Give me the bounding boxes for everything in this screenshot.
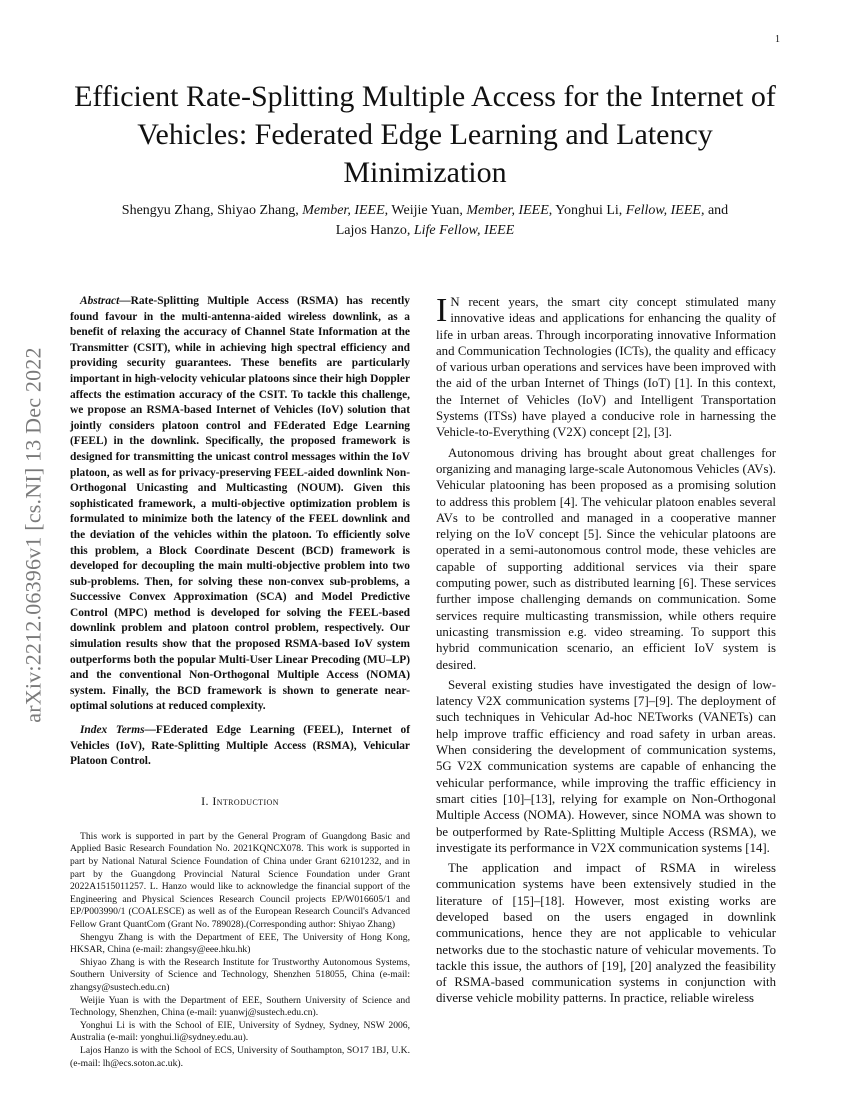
author-role: Member, IEEE <box>466 203 549 218</box>
right-column <box>436 294 776 1011</box>
intro-paragraph <box>436 294 776 441</box>
drop-cap: I <box>436 292 448 329</box>
index-terms: Index Terms—FEderated Edge Learning (FEEL), Internet of Vehicles (IoV), Rate-Splitting Multiple Access (RSMA), Vehicular Platoon Control. <box>70 724 411 768</box>
footnote: Shiyao Zhang is with the Research Institute for Trustworthy Autonomous Systems, Southern University of Science and Technology, Shenzhen 518055, China (e-mail: zhangsy@sustech.edu.cn) <box>70 956 410 993</box>
section-title: Introduction <box>212 793 279 808</box>
author-list: Shengyu Zhang, Shiyao Zhang, Member, IEEE, Weijie Yuan, Member, IEEE, Yonghui Li, Fellow, IEEE, and Lajos Hanzo, Life Fellow, IEEE <box>121 203 729 238</box>
author-name: Shiyao Zhang <box>217 203 296 218</box>
author-name: Weijie Yuan <box>391 203 460 218</box>
author-name: Shengyu Zhang <box>121 203 211 218</box>
abstract: Abstract—Rate-Splitting Multiple Access (RSMA) has recently found favour in the multi-antenna-aided wireless downlink, as a benefit of relaxing the accuracy of Channel State Information at the Transmitter (CSIT), while in achieving high spectral efficiency and providing security guarantees. These benefits are particularly important in high-velocity vehicular platoons since their high Doppler affects the estimation accuracy of the CSIT. To tackle this challenge, we propose an RSMA-based Internet of Vehicles (IoV) solution that jointly considers platoon control and FEderated Edge Learning (FEEL) in the downlink. Specifically, the proposed framework is designed for transmitting the unicast control messages within the IoV platoon, as well as for privacy-preserving FEEL-aided downlink Non-Orthogonal Unicasting and Multicasting (NOUM). Given this sophisticated framework, a multi-objective optimization problem is formulated to minimize both the latency of the FEEL downlink and the deviation of the vehicles within the platoon. To efficiently solve this problem, a Block Coordinate Descent (BCD) framework is developed for decoupling the main multi-objective problem into two sub-problems. Then, for solving these non-convex sub-problems, a Successive Convex Approximation (SCA) and Model Predictive Control (MPC) method is developed for solving the FEEL-based downlink problem and platoon control problem, respectively. Our simulation results show that the proposed RSMA-based IoV system outperforms both the popular Multi-User Linear Precoding (MU–LP) and the conventional Non-Orthogonal Multiple Access (NOMA) system. Finally, the BCD framework is shown to generate near-optimal solutions at reduced complexity. <box>70 295 410 713</box>
index-terms-text: FEderated Edge Learning (FEEL), Internet of Vehicles (IoV), Rate-Splitting Multiple Access (RSMA), Vehicular Platoon Control. <box>70 724 411 768</box>
page-number: 1 <box>775 34 780 45</box>
author-name: Yonghui Li <box>555 203 619 218</box>
footnote: Lajos Hanzo is with the School of ECS, University of Southampton, SO17 1BJ, U.K. (e-mail: lh@ecs.soton.ac.uk). <box>70 1044 410 1069</box>
section-heading <box>70 794 410 809</box>
index-terms-label: Index Terms <box>80 724 145 737</box>
section-number: I. <box>201 793 209 808</box>
intro-paragraph: The application and impact of RSMA in wireless communication systems have been extensively studied in the literature of [15]–[18]. However, most existing works are developed based on the users engaged in downlink communications, hence they are not applicable to vehicular networks due to the stochastic nature of vehicular movements. To tackle this issue, the authors of [19], [20] analyzed the feasibility of RSMA-based communication systems in conjunction with diverse vehicle mobility patterns. In practice, reliable wireless <box>436 861 776 1006</box>
author-role: Fellow, IEEE <box>625 203 701 218</box>
intro-paragraph: Several existing studies have investigated the design of low-latency V2X communication systems [7]–[9]. The deployment of such techniques in Vehicular Ad-hoc NETworks (VANETs) can help improve traffic efficiency and road safety in urban areas. When considering the development of communication systems, 5G V2X communication systems are capable of enhancing the vehicular performance, while improving the traffic efficiency in smart cities [10]–[13], relying for example on Non-Orthogonal Multiple Access (NOMA). However, since NOMA was shown to be outperformed by Rate-Splitting Multiple Access (RSMA), we investigate its performance in V2X communication systems [14]. <box>436 677 776 855</box>
arxiv-identifier-stamp <box>14 300 54 770</box>
paper-title: Efficient Rate-Splitting Multiple Access for the Internet of Vehicles: Federated Edge Learning and Latency Minimization <box>74 80 776 189</box>
intro-paragraph-text: N recent years, the smart city concept stimulated many innovative ideas and applications for enhancing the quality of life in urban areas. Through incorporating innovative Information and Communication Technologies (ICTs), the quality and efficacy of various urban operations and services have been improved with the aid of the urban Internet of Things (IoT) [1]. In this context, the Internet of Vehicles (IoV) and Intelligent Transportation Systems (ITSs) have played a conducive role in harnessing the Vehicle-to-Everything (V2X) concept [2], [3]. <box>436 295 776 440</box>
footnote: Yonghui Li is with the School of EIE, University of Sydney, Sydney, NSW 2006, Australia (e-mail: yonghui.li@sydney.edu.au). <box>70 1019 410 1044</box>
abstract-text: Rate-Splitting Multiple Access (RSMA) has recently found favour in the multi-antenna-aided wireless downlink, as a benefit of relaxing the accuracy of Channel State Information at the Transmitter (CSIT), while in achieving high spectral efficiency and providing security guarantees. These benefits are particularly important in high-velocity vehicular platoons since their high Doppler affects the estimation accuracy of the CSIT. To tackle this challenge, we propose an RSMA-based Internet of Vehicles (IoV) solution that jointly considers platoon control and FEderated Edge Learning (FEEL) in the downlink. Specifically, the proposed framework is designed for transmitting the unicast control messages within the IoV platoon, as well as for privacy-preserving FEEL-aided downlink Non-Orthogonal Unicasting and Multicasting (NOUM). Given this sophisticated framework, a multi-objective optimization problem is formulated to minimize both the latency of the FEEL downlink and the deviation of the vehicles within the platoon. To efficiently solve this problem, a Block Coordinate Descent (BCD) framework is developed for decoupling the main multi-objective problem into two sub-problems. Then, for solving these non-convex sub-problems, a Successive Convex Approximation (SCA) and Model Predictive Control (MPC) method is developed for solving the FEEL-based downlink problem and platoon control problem, respectively. Our simulation results show that the proposed RSMA-based IoV system outperforms both the popular Multi-User Linear Precoding (MU–LP) and the conventional Non-Orthogonal Multiple Access (NOMA) system. Finally, the BCD framework is shown to generate near-optimal solutions at reduced complexity. <box>70 295 410 713</box>
author-role: Member, IEEE <box>302 203 385 218</box>
arxiv-identifier: arXiv:2212.06396v1 [cs.NI] 13 Dec 2022 <box>21 347 47 723</box>
intro-paragraph: Autonomous driving has brought about great challenges for organizing and managing large-scale Autonomous Vehicles (AVs). Vehicular platooning has been proposed as a promising solution to address this problem [4]. The vehicular platoon enables several AVs to be controlled and managed in a cooperative manner relying on the IoV concept [5]. Since the vehicular platoons are operated in a semi-autonomous control mode, these vehicles are capable of supporting additional services via their spare computing power, such as distributed learning [6]. These services further impose challenging demands on communication. Some services require multicasting transmission, while others require unicasting transmission e.g. video streaming. To support this hybrid communication scenario, an efficient IoV system is desired. <box>436 445 776 672</box>
abstract-label: Abstract <box>80 295 120 307</box>
footnote: Shengyu Zhang is with the Department of EEE, The University of Hong Kong, HKSAR, China (e-mail: zhangsy@eee.hku.hk) <box>70 931 410 956</box>
left-column <box>70 294 410 1070</box>
footnote: This work is supported in part by the General Program of Guangdong Basic and Applied Basic Research Foundation No. 2021KQNCX078. This work is supported in part by National Natural Science Foundation of China under Grant 62101232, and in part by the Guangdong Provincial Natural Science Foundation under Grant 2022A1515011257. L. Hanzo would like to acknowledge the financial support of the Engineering and Physical Sciences Research Council projects EP/W016605/1 and EP/P003990/1 (COALESCE) as well as of the European Research Council's Advanced Fellow Grant QuantCom (Grant No. 789028).(Corresponding author: Shiyao Zhang) <box>70 830 410 930</box>
author-role: Life Fellow, IEEE <box>413 223 515 238</box>
author-name: Lajos Hanzo <box>335 223 407 238</box>
footnote: Weijie Yuan is with the Department of EEE, Southern University of Science and Technology, Shenzhen, China (e-mail: yuanwj@sustech.edu.cn). <box>70 994 410 1019</box>
footnotes <box>70 831 410 1070</box>
